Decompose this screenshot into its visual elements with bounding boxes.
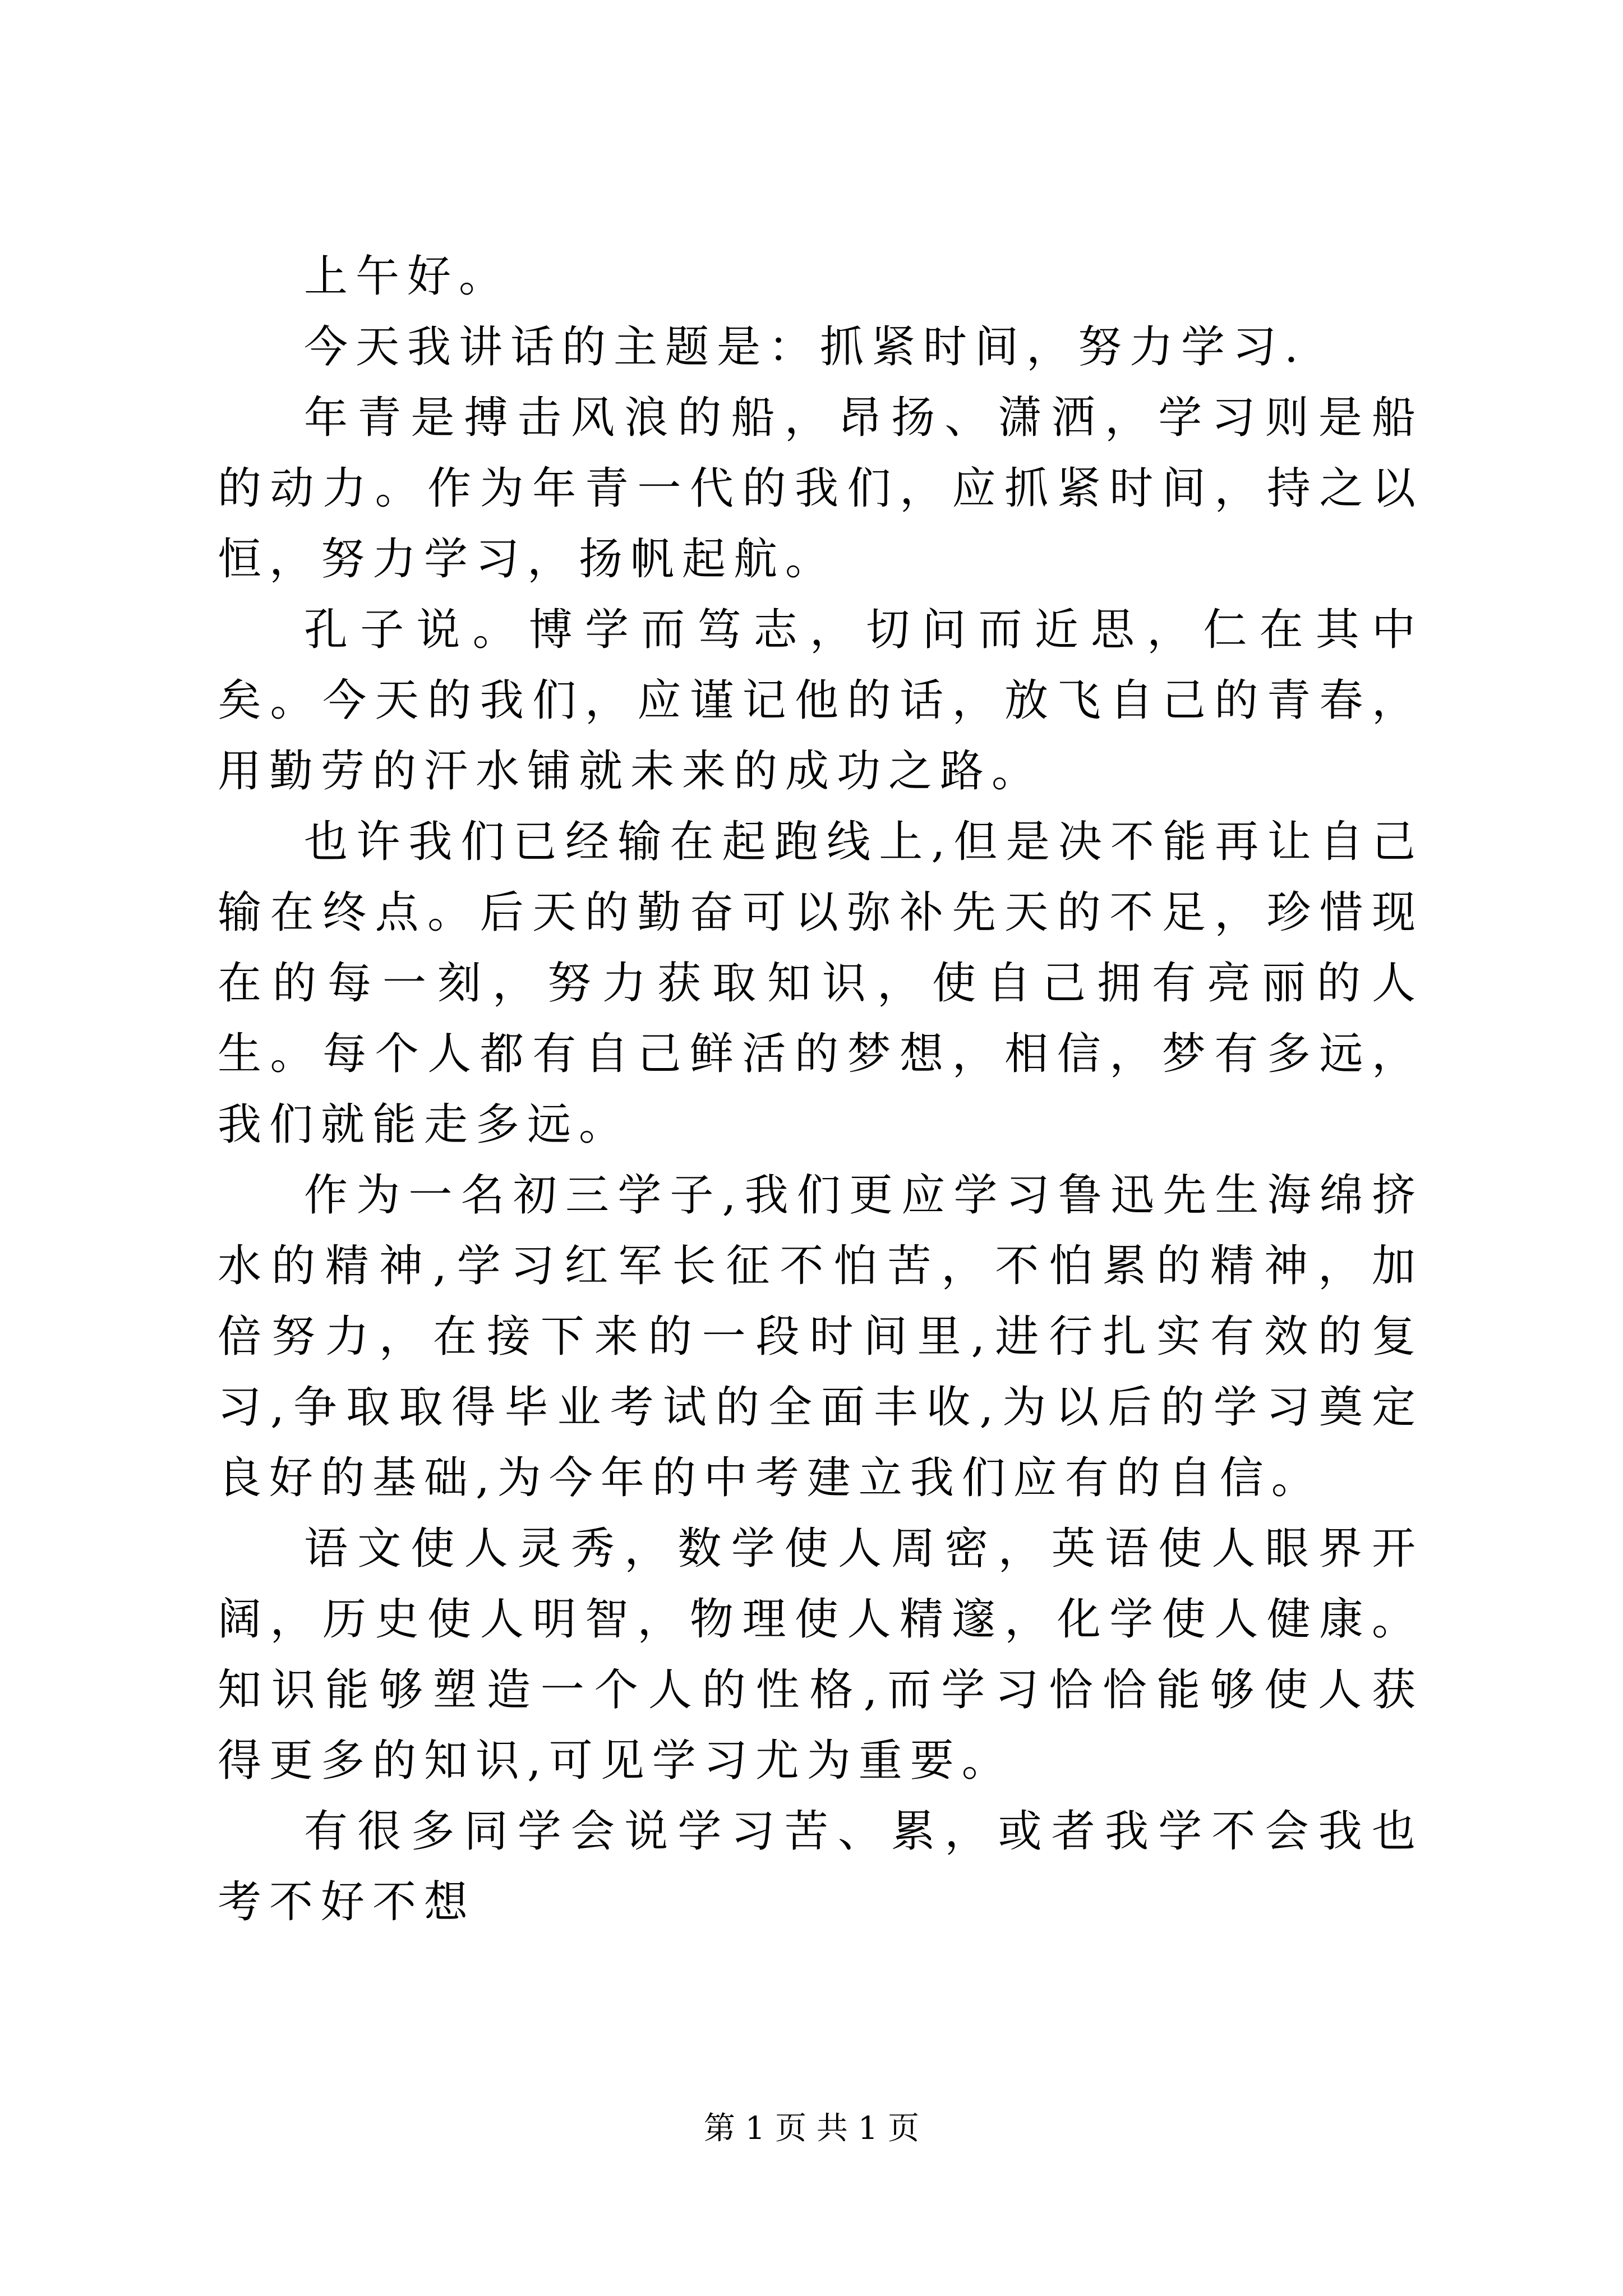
document-body: [218, 241, 1423, 1938]
paragraph-confucius: 孔子说。博学而笃志，切问而近思，仁在其中矣。今天的我们，应谨记他的话，放飞自己的青春，用勤劳的汗水铺就未来的成功之路。: [218, 605, 1423, 797]
paragraph-greeting: 上午好。: [304, 251, 511, 302]
paragraph-topic: 今天我讲话的主题是：抓紧时间，努力学习.: [304, 322, 1306, 372]
paragraph-grade-nine: 作为一名初三学子,我们更应学习鲁迅先生海绵挤水的精神,学习红军长征不怕苦，不怕累的精神，加倍努力，在接下来的一段时间里,进行扎实有效的复习,争取取得毕业考试的全面丰收,为以后的学习奠定良好的基础,为今年的中考建立我们应有的自信。: [218, 1170, 1423, 1503]
paragraph-youth: 年青是搏击风浪的船，昂扬、潇洒，学习则是船的动力。作为年青一代的我们，应抓紧时间，持之以恒，努力学习，扬帆起航。: [218, 393, 1423, 585]
paragraph-diligence: 也许我们已经输在起跑线上,但是决不能再让自己输在终点。后天的勤奋可以弥补先天的不足，珍惜现在的每一刻，努力获取知识，使自己拥有亮丽的人生。每个人都有自己鲜活的梦想，相信，梦有多远，我们就能走多远。: [218, 817, 1423, 1150]
page-footer: 第 1 页 共 1 页: [703, 2110, 920, 2147]
paragraph-classmates: 有很多同学会说学习苦、累，或者我学不会我也考不好不想: [218, 1806, 1423, 1927]
paragraph-subjects: 语文使人灵秀，数学使人周密，英语使人眼界开阔，历史使人明智，物理使人精邃，化学使人健康。知识能够塑造一个人的性格,而学习恰恰能够使人获得更多的知识,可见学习尤为重要。: [218, 1524, 1423, 1786]
